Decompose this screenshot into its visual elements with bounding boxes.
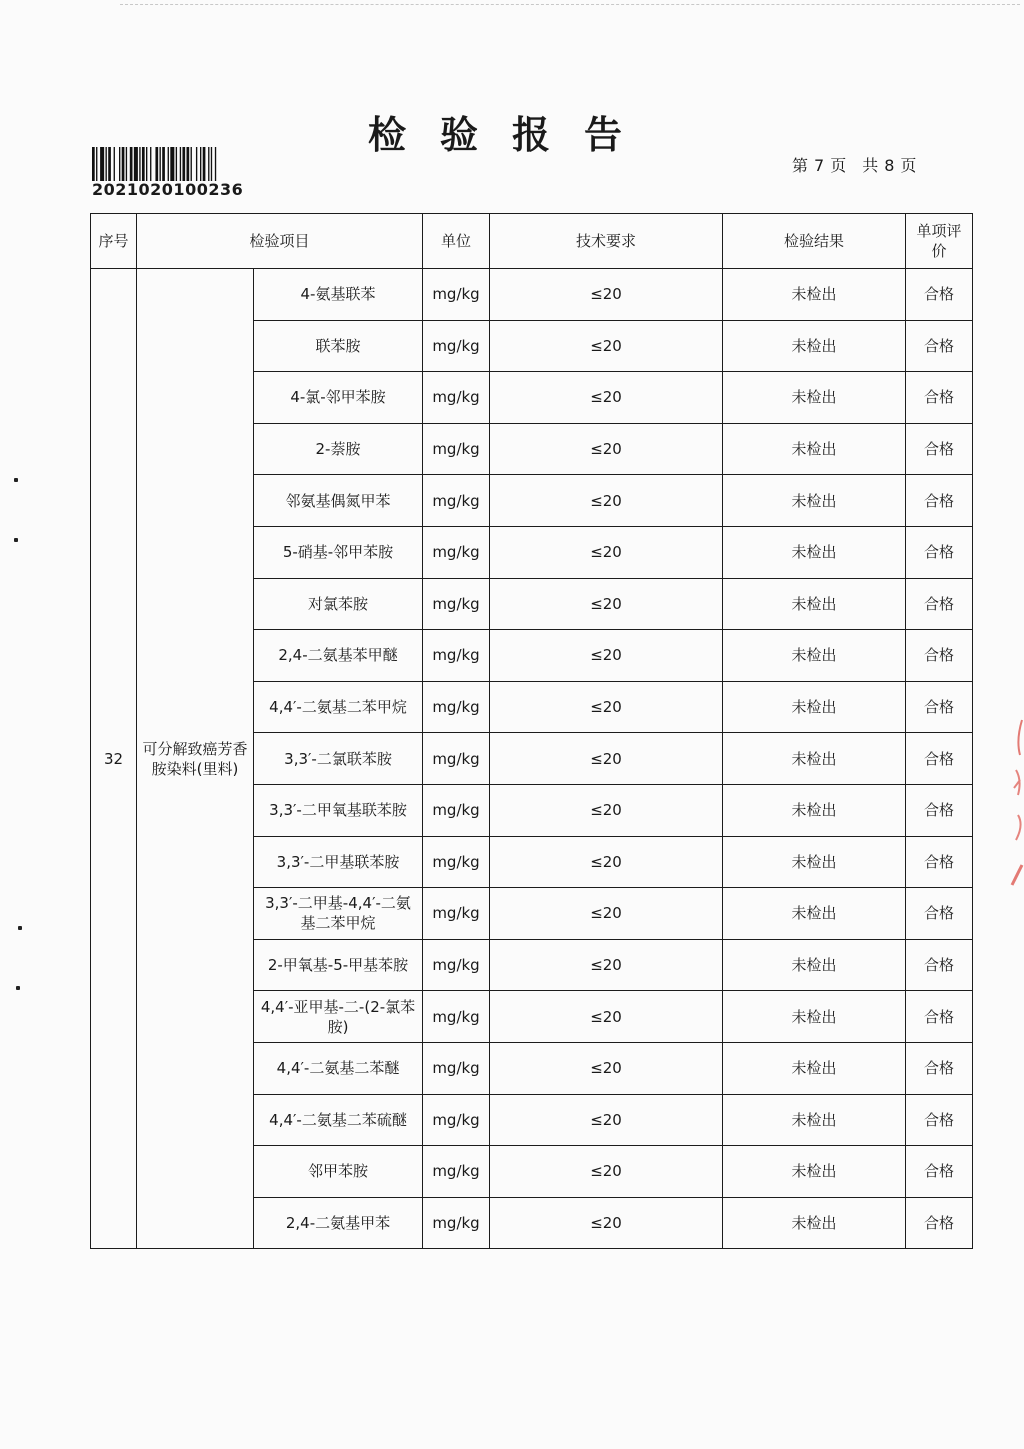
result-cell: 未检出 xyxy=(723,888,906,940)
barcode-bar xyxy=(108,147,111,181)
result-cell: 未检出 xyxy=(723,1146,906,1198)
item-name-cell: 4,4′-二氨基二苯硫醚 xyxy=(254,1094,423,1146)
requirement-cell: ≤20 xyxy=(490,1146,723,1198)
unit-cell: mg/kg xyxy=(423,269,490,321)
header-no: 序号 xyxy=(91,214,137,269)
barcode-bar xyxy=(106,147,107,181)
barcode-bar xyxy=(139,147,140,181)
item-name-cell: 邻氨基偶氮甲苯 xyxy=(254,475,423,527)
unit-cell: mg/kg xyxy=(423,526,490,578)
item-name-cell: 3,3′-二甲基联苯胺 xyxy=(254,836,423,888)
group-category: 可分解致癌芳香胺染料(里料) xyxy=(137,269,254,1249)
evaluation-cell: 合格 xyxy=(906,1146,973,1198)
barcode-image xyxy=(92,147,254,181)
barcode-bar xyxy=(96,147,97,181)
page-total-prefix: 共 xyxy=(862,156,879,175)
requirement-cell: ≤20 xyxy=(490,888,723,940)
evaluation-cell: 合格 xyxy=(906,1197,973,1249)
barcode-bar xyxy=(211,147,212,181)
page-indicator xyxy=(792,153,916,176)
unit-cell: mg/kg xyxy=(423,1094,490,1146)
barcode-bar xyxy=(142,147,145,181)
scan-edge-line xyxy=(120,4,1020,8)
report-title: 检验报告 xyxy=(367,113,656,157)
unit-cell: mg/kg xyxy=(423,939,490,991)
unit-cell: mg/kg xyxy=(423,681,490,733)
evaluation-cell: 合格 xyxy=(906,423,973,475)
barcode-bar xyxy=(180,147,181,181)
barcode-bar xyxy=(187,147,190,181)
evaluation-cell: 合格 xyxy=(906,888,973,940)
scan-speck xyxy=(14,478,18,482)
item-name-cell: 联苯胺 xyxy=(254,320,423,372)
barcode-bar xyxy=(162,147,165,181)
result-cell: 未检出 xyxy=(723,991,906,1043)
unit-cell: mg/kg xyxy=(423,423,490,475)
item-name-cell: 对氯苯胺 xyxy=(254,578,423,630)
barcode-bar xyxy=(100,147,104,181)
requirement-cell: ≤20 xyxy=(490,784,723,836)
evaluation-cell: 合格 xyxy=(906,681,973,733)
inspection-table xyxy=(90,213,973,1249)
result-cell: 未检出 xyxy=(723,475,906,527)
requirement-cell: ≤20 xyxy=(490,578,723,630)
barcode-bar xyxy=(150,147,151,181)
evaluation-cell: 合格 xyxy=(906,526,973,578)
requirement-cell: ≤20 xyxy=(490,1197,723,1249)
unit-cell: mg/kg xyxy=(423,372,490,424)
header-evaluation: 单项评价 xyxy=(906,214,973,269)
result-cell: 未检出 xyxy=(723,320,906,372)
result-cell: 未检出 xyxy=(723,939,906,991)
group-number: 32 xyxy=(91,269,137,1249)
header-unit: 单位 xyxy=(423,214,490,269)
barcode-bar xyxy=(92,147,95,181)
item-name-cell: 4,4′-二氨基二苯醚 xyxy=(254,1042,423,1094)
evaluation-cell: 合格 xyxy=(906,1042,973,1094)
requirement-cell: ≤20 xyxy=(490,526,723,578)
requirement-cell: ≤20 xyxy=(490,939,723,991)
result-cell: 未检出 xyxy=(723,733,906,785)
barcode-bar xyxy=(176,147,177,181)
item-name-cell: 3,3′-二甲基-4,4′-二氨基二苯甲烷 xyxy=(254,888,423,940)
result-cell: 未检出 xyxy=(723,1042,906,1094)
evaluation-cell: 合格 xyxy=(906,784,973,836)
header-requirement: 技术要求 xyxy=(490,214,723,269)
barcode-number: 2021020100236 xyxy=(92,180,244,199)
requirement-cell: ≤20 xyxy=(490,836,723,888)
barcode-bar xyxy=(155,147,158,181)
barcode-bar xyxy=(134,147,138,181)
barcode-bars xyxy=(92,147,254,181)
item-name-cell: 4,4′-亚甲基-二-(2-氯苯胺) xyxy=(254,991,423,1043)
requirement-cell: ≤20 xyxy=(490,1094,723,1146)
evaluation-cell: 合格 xyxy=(906,320,973,372)
evaluation-cell: 合格 xyxy=(906,630,973,682)
result-cell: 未检出 xyxy=(723,372,906,424)
page-prefix: 第 xyxy=(792,156,809,175)
unit-cell: mg/kg xyxy=(423,320,490,372)
item-name-cell: 2-甲氧基-5-甲基苯胺 xyxy=(254,939,423,991)
item-name-cell: 3,3′-二氯联苯胺 xyxy=(254,733,423,785)
table-row xyxy=(91,269,973,321)
item-name-cell: 2-萘胺 xyxy=(254,423,423,475)
page-total-suffix: 页 xyxy=(900,156,917,175)
unit-cell: mg/kg xyxy=(423,1146,490,1198)
requirement-cell: ≤20 xyxy=(490,423,723,475)
requirement-cell: ≤20 xyxy=(490,475,723,527)
barcode-bar xyxy=(191,147,192,181)
seal-stamp-edge xyxy=(1000,700,1024,900)
result-cell: 未检出 xyxy=(723,1094,906,1146)
evaluation-cell: 合格 xyxy=(906,1094,973,1146)
item-name-cell: 5-硝基-邻甲苯胺 xyxy=(254,526,423,578)
barcode-bar xyxy=(168,147,169,181)
page-current: 7 xyxy=(814,156,825,175)
header-item: 检验项目 xyxy=(137,214,423,269)
unit-cell: mg/kg xyxy=(423,888,490,940)
page-current-suffix: 页 xyxy=(830,156,847,175)
barcode-bar xyxy=(160,147,161,181)
evaluation-cell: 合格 xyxy=(906,269,973,321)
evaluation-cell: 合格 xyxy=(906,475,973,527)
barcode-bar xyxy=(215,147,216,181)
unit-cell: mg/kg xyxy=(423,1197,490,1249)
scan-speck xyxy=(14,538,18,542)
evaluation-cell: 合格 xyxy=(906,733,973,785)
result-cell: 未检出 xyxy=(723,681,906,733)
result-cell: 未检出 xyxy=(723,1197,906,1249)
barcode-bar xyxy=(203,147,206,181)
item-name-cell: 4,4′-二氨基二苯甲烷 xyxy=(254,681,423,733)
barcode-bar xyxy=(114,147,115,181)
result-cell: 未检出 xyxy=(723,784,906,836)
result-cell: 未检出 xyxy=(723,423,906,475)
result-cell: 未检出 xyxy=(723,836,906,888)
barcode-bar xyxy=(182,147,185,181)
unit-cell: mg/kg xyxy=(423,578,490,630)
evaluation-cell: 合格 xyxy=(906,836,973,888)
item-name-cell: 4-氯-邻甲苯胺 xyxy=(254,372,423,424)
barcode-bar xyxy=(126,147,127,181)
item-name-cell: 3,3′-二甲氧基联苯胺 xyxy=(254,784,423,836)
result-cell: 未检出 xyxy=(723,630,906,682)
requirement-cell: ≤20 xyxy=(490,733,723,785)
scan-speck xyxy=(18,926,22,930)
unit-cell: mg/kg xyxy=(423,1042,490,1094)
barcode-bar xyxy=(130,147,133,181)
requirement-cell: ≤20 xyxy=(490,269,723,321)
result-cell: 未检出 xyxy=(723,269,906,321)
result-cell: 未检出 xyxy=(723,526,906,578)
item-name-cell: 邻甲苯胺 xyxy=(254,1146,423,1198)
scan-speck xyxy=(16,986,20,990)
item-name-cell: 2,4-二氨基苯甲醚 xyxy=(254,630,423,682)
barcode-bar xyxy=(170,147,174,181)
page-total: 8 xyxy=(884,156,895,175)
requirement-cell: ≤20 xyxy=(490,1042,723,1094)
evaluation-cell: 合格 xyxy=(906,578,973,630)
barcode-bar xyxy=(119,147,120,181)
result-cell: 未检出 xyxy=(723,578,906,630)
item-name-cell: 4-氨基联苯 xyxy=(254,269,423,321)
header-result: 检验结果 xyxy=(723,214,906,269)
requirement-cell: ≤20 xyxy=(490,630,723,682)
unit-cell: mg/kg xyxy=(423,475,490,527)
barcode-bar xyxy=(196,147,197,181)
barcode-bar xyxy=(146,147,147,181)
table-header-row xyxy=(91,214,973,269)
barcode-bar xyxy=(122,147,125,181)
unit-cell: mg/kg xyxy=(423,784,490,836)
unit-cell: mg/kg xyxy=(423,630,490,682)
unit-cell: mg/kg xyxy=(423,836,490,888)
requirement-cell: ≤20 xyxy=(490,320,723,372)
evaluation-cell: 合格 xyxy=(906,991,973,1043)
item-name-cell: 2,4-二氨基甲苯 xyxy=(254,1197,423,1249)
evaluation-cell: 合格 xyxy=(906,372,973,424)
requirement-cell: ≤20 xyxy=(490,681,723,733)
requirement-cell: ≤20 xyxy=(490,991,723,1043)
unit-cell: mg/kg xyxy=(423,733,490,785)
barcode-bar xyxy=(200,147,201,181)
barcode-bar xyxy=(208,147,209,181)
unit-cell: mg/kg xyxy=(423,991,490,1043)
evaluation-cell: 合格 xyxy=(906,939,973,991)
requirement-cell: ≤20 xyxy=(490,372,723,424)
